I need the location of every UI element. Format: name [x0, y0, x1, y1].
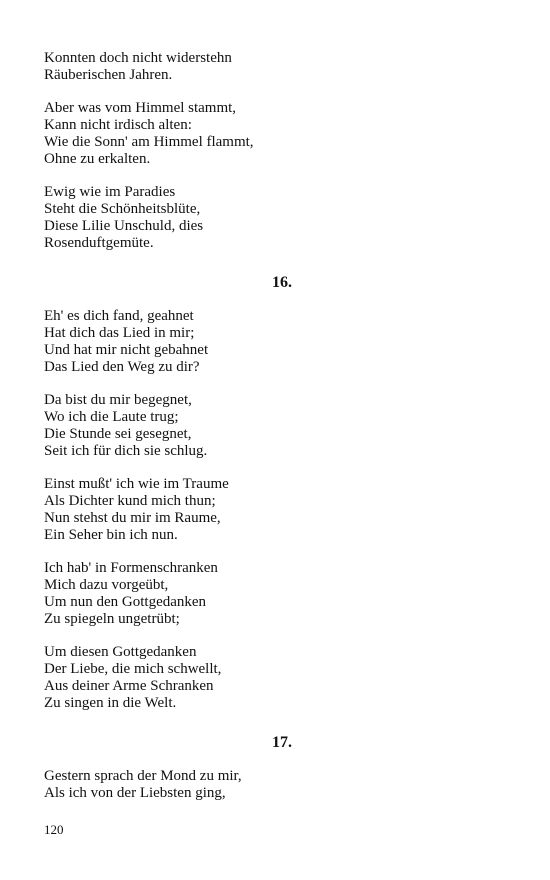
verse-line: Nun stehst du mir im Raume,	[44, 510, 221, 526]
verse-line: Aus deiner Arme Schranken	[44, 678, 214, 694]
stanza	[44, 308, 504, 376]
verse-line: Ein Seher bin ich nun.	[44, 527, 178, 543]
verse-line: Rosenduftgemüte.	[44, 235, 154, 251]
stanza	[44, 768, 504, 802]
verse-line: Steht die Schönheitsblüte,	[44, 201, 201, 217]
verse-line: Als ich von der Liebsten ging,	[44, 785, 226, 801]
verse-line: Kann nicht irdisch alten:	[44, 117, 192, 133]
verse-line: Ich hab' in Formenschranken	[44, 560, 218, 576]
stanza	[44, 50, 504, 84]
verse-line: Seit ich für dich sie schlug.	[44, 443, 208, 459]
page-number: 120	[44, 822, 64, 837]
verse-line: Hat dich das Lied in mir;	[44, 325, 195, 341]
verse-line: Da bist du mir begegnet,	[44, 392, 192, 408]
poem-number: 16.	[272, 274, 292, 291]
stanza	[44, 644, 504, 712]
poem-16	[44, 274, 504, 712]
page-body	[44, 50, 504, 818]
poem-17	[44, 734, 504, 802]
stanza	[44, 100, 504, 168]
stanza	[44, 476, 504, 544]
verse-line: Die Stunde sei gesegnet,	[44, 426, 192, 442]
verse-line: Als Dichter kund mich thun;	[44, 493, 216, 509]
verse-line: Der Liebe, die mich schwellt,	[44, 661, 222, 677]
verse-line: Einst mußt' ich wie im Traume	[44, 476, 229, 492]
verse-line: Mich dazu vorgeübt,	[44, 577, 169, 593]
stanza	[44, 560, 504, 628]
verse-line: Zu singen in die Welt.	[44, 695, 177, 711]
stanza	[44, 184, 504, 252]
verse-line: Ewig wie im Paradies	[44, 184, 176, 200]
verse-line: Gestern sprach der Mond zu mir,	[44, 768, 242, 784]
verse-line: Ohne zu erkalten.	[44, 151, 151, 167]
poem-number: 17.	[272, 734, 292, 751]
verse-line: Aber was vom Himmel stammt,	[44, 100, 237, 116]
verse-line: Um diesen Gottgedanken	[44, 644, 197, 660]
verse-line: Wie die Sonn' am Himmel flammt,	[44, 134, 254, 150]
verse-line: Eh' es dich fand, geahnet	[44, 308, 194, 324]
verse-line: Wo ich die Laute trug;	[44, 409, 179, 425]
verse-line: Räuberischen Jahren.	[44, 67, 173, 83]
verse-line: Das Lied den Weg zu dir?	[44, 359, 200, 375]
verse-line: Um nun den Gottgedanken	[44, 594, 207, 610]
stanza	[44, 392, 504, 460]
verse-line: Konnten doch nicht widerstehn	[44, 50, 232, 66]
verse-line: Diese Lilie Unschuld, dies	[44, 218, 204, 234]
verse-line: Zu spiegeln ungetrübt;	[44, 611, 180, 627]
verse-line: Und hat mir nicht gebahnet	[44, 342, 209, 358]
poem-15-continuation	[44, 50, 504, 252]
